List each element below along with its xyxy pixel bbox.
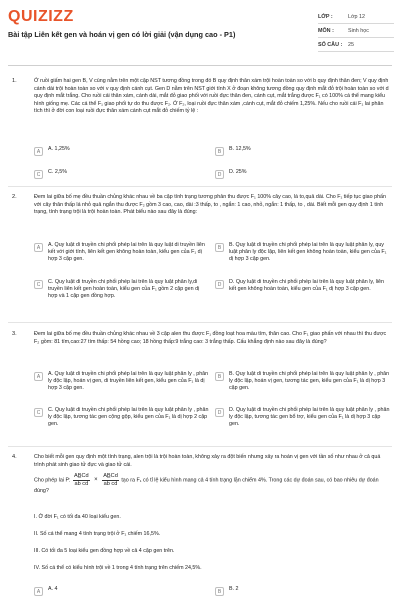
option-text: A. 1,25% [48,146,70,152]
meta-row-subject [318,24,394,38]
question-divider [8,446,392,447]
option-letter: A [34,243,43,252]
option-letter: B [215,587,224,596]
option-text: D. Quy luật di truyền chi phối phép lai trên là quy luật phân ly , phân ly độc lập, tương tác gen bổ trợ, kiểu gen của F₁ là dị hợp 3 cặp gen. [229,407,390,428]
option-a[interactable] [34,586,204,596]
question-number: 3. [12,331,17,337]
header-divider [8,65,392,66]
meta-value: 25 [348,41,354,48]
cross-symbol: × [94,477,98,484]
option-letter: A [34,372,43,381]
question-number: 2. [12,194,17,200]
option-text: B. 2 [229,586,239,592]
page-header [0,0,400,70]
option-text: B. Quy luật di truyền chi phối phép lai trên là quy luật phân ly , phân ly độc lập, hoán vị gen, tương tác gen, kiểu gen của F₁ là dị hợp 3 cặp gen. [229,371,390,392]
statement-4: IV. Số cá thể có kiểu hình trội về 1 trong 4 tính trạng trên chiếm 24,5%. [34,565,202,571]
question-text: Ở ruồi giấm hai gen B, V cùng nằm trên một cặp NST tương đồng trong đó B quy định thân xám trội hoàn toàn so với b quy định thân đen; V quy định cánh dài trội hoàn toàn so với v quy định cánh cụt. Gen D nằm trên NST giới tính X ở đoạn không tương đồng quy định mắt đỏ trội hoàn toàn so với d quy định mắt trắng. Cho ruồi cái thân xám, cánh dài, mắt đỏ giao phối với ruồi đực thân đen, cánh cụt, mắt trắng được F₁ có 100% cá thể mang kiểu hình giống mẹ. Các cá thể F₁ giao phối tự do thu được F₂. Ở F₂, loại ruồi đực thân xám ,cánh cụt, mắt đỏ chiếm 1,25%. Nếu cho ruồi cái F₁ lai phân tích thì ở đời con loại ruồi đực thân xám cánh cụt mắt đỏ chiếm tỷ lệ : [34,78,389,115]
option-text: B. Quy luật di truyền chi phối phép lai trên là quy luật phân ly, quy luật phân ly độc lập, liên kết gen không hoàn toàn, kiểu gen của F₁ dị hợp 3 cặp gen. [229,242,387,263]
fraction-denominator: ab cd [74,480,89,487]
meta-row-class [318,10,394,24]
fraction-numerator: AB̲Cd [74,473,89,479]
document-title: Bài tập Liên kết gen và hoán vị gen có lời giải (vận dụng cao - P1) [8,30,236,39]
question-divider [8,322,392,323]
option-text: D. 25% [229,169,247,175]
option-b[interactable] [215,242,391,264]
option-letter: D [215,170,224,179]
brand-logo: QUIZIZZ [8,8,74,25]
option-text: A. Quy luật di truyền chi phối phép lai trên là quy luật phân ly , phân ly độc lập, hoán vị gen, di truyền liên kết gen, kiểu gen của F₁ là dị hợp 3 cặp gen. [48,371,209,392]
question-text: Đem lai giữa bố mẹ đều thuần chủng khác nhau về 3 cặp alen thu được F₁ đồng loạt hoa màu tím, thân cao. Cho F₁ giao phấn với nhau thì thu được F₂ gồm: 81 tím,cao:27 tím thấp: 54 hồng cao; 18 hồng thấp:9 trắng cao: 3 trắng thấp. Cấu khẳng định nào sau đây là đúng? [34,331,387,345]
statement-2: II. Số cá thể mang 4 tính trạng trội ở F₁ chiếm 16,5%. [34,531,161,537]
meta-row-count [318,38,394,52]
question-divider [8,186,392,187]
genotype-fraction-mother [73,473,90,487]
question-text: Cho biết mỗi gen quy định một tính trạng, alen trội là trội hoàn toàn, không xảy ra đột biến nhưng xảy ra hoán vị gen với tần số như nhau ở cả quá trình phát sinh giao tử đực và giao tử cái. [34,454,381,468]
option-c[interactable] [34,169,204,179]
option-letter: D [215,408,224,417]
option-a[interactable] [34,242,210,264]
genotype-fraction-father [102,473,119,487]
option-letter: B [215,243,224,252]
option-text: D. Quy luật di truyền chi phối phép lai trên là quy luật phân ly, liên kết gen không hoàn toàn, kiểu gen của F₁ dị hợp 3 cặp gen. [229,279,384,293]
statement-1: I. Ở đời F₁ có tối đa 40 loại kiểu gen. [34,514,121,520]
option-d[interactable] [215,169,385,179]
statement-3: III. Có tối đa 5 loại kiểu gen đồng hợp về cả 4 cặp gen trên. [34,548,175,554]
option-text: C. Quy luật di truyền chi phối phép lai trên là quy luật phân ly,di truyền liên kết gen hoàn toàn, kiểu gen của F₁ gồm 2 cặp gen dị hợp và 1 cặp gen đồng hợp. [48,279,200,300]
option-letter: A [34,147,43,156]
cross-prefix: Cho phép lai P: [34,477,71,484]
option-letter: A [34,587,43,596]
option-d[interactable] [215,279,391,293]
meta-key: LỚP : [318,13,333,20]
option-text: A. 4 [48,586,58,592]
option-d[interactable] [215,407,391,429]
cross-suffix: tạo ra F₁ có tỉ lệ kiểu hình mang cả 4 tính trạng lặn chiếm 4%. Trong các dự đoán sau, có bao nhiêu dự đoán đúng? [34,477,379,494]
option-b[interactable] [215,146,385,156]
fraction-denominator: ab cd [103,480,118,487]
question-text: Đem lai giữa bố mẹ đều thuần chủng khác nhau về ba cặp tính trạng tương phản thu được F₁ 100% cây cao, lá to,quả dài. Cho F₁ tiếp tục giao phấn với cây thân thấp lá nhỏ quả ngắn thu được F₂ gồm 3 cao, cao, dài :3 thấp, to , ngắn: 1 cao, nhỏ, ngắn: 1 thấp, to , dài. Biết mỗi gen quy định 1 tính trạng, tính trạng trội là trội hoàn toàn. Phát biểu nào sau đây là đúng: [34,194,386,216]
option-a[interactable] [34,146,204,156]
option-letter: D [215,280,224,289]
option-letter: C [34,408,43,417]
cross-statement [34,473,390,495]
option-text: B. 12,5% [229,146,251,152]
meta-value: Lớp 12 [348,13,366,20]
option-letter: B [215,147,224,156]
option-text: A. Quy luật di truyền chi phối phép lai trên là quy luật di truyền liên kết với giới tính, liên kết gen không hoàn toàn, kiểu gen của F₁ dị hợp 3 cặp gen. [48,242,205,263]
option-text: C. 2,5% [48,169,68,175]
meta-value: Sinh học [348,27,369,34]
question-number: 4. [12,454,17,460]
option-c[interactable] [34,407,210,429]
option-letter: B [215,372,224,381]
option-c[interactable] [34,279,210,301]
option-letter: C [34,280,43,289]
option-text: C. Quy luật di truyền chi phối phép lai trên là quy luật phân ly , phân ly độc lập, tương tác gen cộng gộp, kiểu gen của F₁ là dị hợp 2 cặp gen. [48,407,209,428]
meta-key: MÔN : [318,27,334,34]
question-number: 1. [12,78,17,84]
option-letter: C [34,170,43,179]
option-a[interactable] [34,371,210,393]
option-b[interactable] [215,586,385,596]
meta-table [318,10,394,52]
fraction-numerator: AB̲Cd [103,473,118,479]
option-b[interactable] [215,371,391,393]
meta-key: SỐ CÂU : [318,41,343,48]
